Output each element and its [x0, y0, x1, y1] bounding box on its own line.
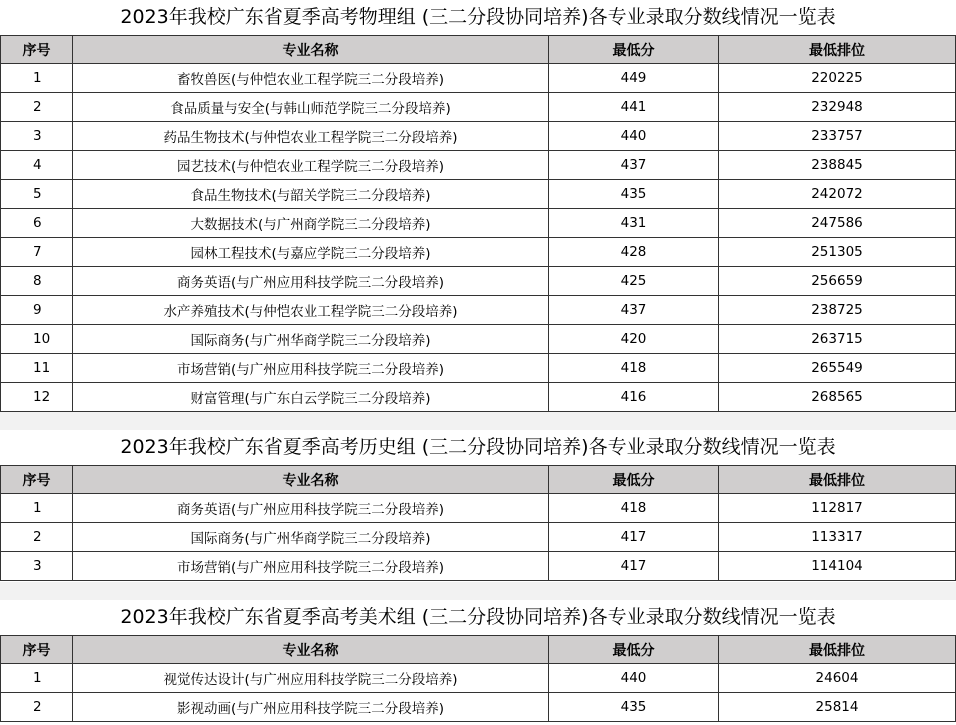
header-major: 专业名称 — [73, 636, 549, 664]
cell-min-score: 435 — [549, 693, 719, 722]
table-row — [1, 383, 956, 412]
section-title: 2023年我校广东省夏季高考美术组 (三二分段协同培养)各专业录取分数线情况一览表 — [0, 600, 956, 635]
cell-min-rank: 238845 — [719, 151, 956, 180]
cell-min-score: 417 — [549, 552, 719, 581]
table-row — [1, 552, 956, 581]
cell-min-rank: 114104 — [719, 552, 956, 581]
table-row — [1, 64, 956, 93]
table-row — [1, 296, 956, 325]
cell-min-score: 418 — [549, 494, 719, 523]
header-min-score: 最低分 — [549, 36, 719, 64]
cell-min-rank: 233757 — [719, 122, 956, 151]
cell-min-score: 417 — [549, 523, 719, 552]
section-title: 2023年我校广东省夏季高考物理组 (三二分段协同培养)各专业录取分数线情况一览表 — [0, 0, 956, 35]
cell-index: 11 — [1, 354, 73, 383]
art-section — [0, 600, 956, 722]
cell-index: 1 — [1, 64, 73, 93]
cell-index: 3 — [1, 122, 73, 151]
cell-min-score: 435 — [549, 180, 719, 209]
cell-major: 财富管理(与广东白云学院三二分段培养) — [73, 383, 549, 412]
cell-index: 1 — [1, 664, 73, 693]
header-min-rank: 最低排位 — [719, 636, 956, 664]
cell-major: 大数据技术(与广州商学院三二分段培养) — [73, 209, 549, 238]
cell-min-rank: 232948 — [719, 93, 956, 122]
header-min-score: 最低分 — [549, 636, 719, 664]
cell-major: 影视动画(与广州应用科技学院三二分段培养) — [73, 693, 549, 722]
table-row — [1, 693, 956, 722]
table-row — [1, 122, 956, 151]
table-row — [1, 93, 956, 122]
cell-major: 食品质量与安全(与韩山师范学院三二分段培养) — [73, 93, 549, 122]
cell-min-rank: 112817 — [719, 494, 956, 523]
cell-min-score: 437 — [549, 151, 719, 180]
cell-min-score: 431 — [549, 209, 719, 238]
table-row — [1, 325, 956, 354]
cell-min-rank: 113317 — [719, 523, 956, 552]
cell-min-score: 440 — [549, 664, 719, 693]
cell-min-rank: 238725 — [719, 296, 956, 325]
cell-major: 园林工程技术(与嘉应学院三二分段培养) — [73, 238, 549, 267]
table-row — [1, 238, 956, 267]
cell-index: 3 — [1, 552, 73, 581]
cell-min-rank: 268565 — [719, 383, 956, 412]
cell-min-score: 418 — [549, 354, 719, 383]
row-gap — [0, 412, 956, 430]
table-row — [1, 209, 956, 238]
cell-major: 畜牧兽医(与仲恺农业工程学院三二分段培养) — [73, 64, 549, 93]
cell-index: 9 — [1, 296, 73, 325]
cell-min-score: 416 — [549, 383, 719, 412]
cell-min-score: 425 — [549, 267, 719, 296]
table-row — [1, 354, 956, 383]
header-major: 专业名称 — [73, 36, 549, 64]
table-row — [1, 267, 956, 296]
cell-major: 市场营销(与广州应用科技学院三二分段培养) — [73, 552, 549, 581]
table-row — [1, 494, 956, 523]
cell-index: 6 — [1, 209, 73, 238]
cell-min-rank: 256659 — [719, 267, 956, 296]
cell-index: 5 — [1, 180, 73, 209]
header-index: 序号 — [1, 466, 73, 494]
cell-major: 国际商务(与广州华商学院三二分段培养) — [73, 325, 549, 354]
cell-min-score: 440 — [549, 122, 719, 151]
cell-min-rank: 265549 — [719, 354, 956, 383]
cell-major: 国际商务(与广州华商学院三二分段培养) — [73, 523, 549, 552]
header-index: 序号 — [1, 36, 73, 64]
cell-index: 4 — [1, 151, 73, 180]
cell-index: 2 — [1, 523, 73, 552]
cell-min-rank: 25814 — [719, 693, 956, 722]
cell-min-score: 441 — [549, 93, 719, 122]
header-min-rank: 最低排位 — [719, 36, 956, 64]
table-row — [1, 664, 956, 693]
cell-major: 商务英语(与广州应用科技学院三二分段培养) — [73, 494, 549, 523]
cell-major: 水产养殖技术(与仲恺农业工程学院三二分段培养) — [73, 296, 549, 325]
admission-table — [0, 635, 956, 722]
cell-major: 视觉传达设计(与广州应用科技学院三二分段培养) — [73, 664, 549, 693]
cell-major: 商务英语(与广州应用科技学院三二分段培养) — [73, 267, 549, 296]
cell-index: 8 — [1, 267, 73, 296]
cell-min-score: 449 — [549, 64, 719, 93]
cell-min-rank: 247586 — [719, 209, 956, 238]
cell-index: 2 — [1, 93, 73, 122]
table-header-row — [1, 636, 956, 664]
cell-major: 药品生物技术(与仲恺农业工程学院三二分段培养) — [73, 122, 549, 151]
cell-index: 1 — [1, 494, 73, 523]
table-header-row — [1, 36, 956, 64]
row-gap — [0, 582, 956, 600]
cell-min-rank: 242072 — [719, 180, 956, 209]
cell-major: 市场营销(与广州应用科技学院三二分段培养) — [73, 354, 549, 383]
header-index: 序号 — [1, 636, 73, 664]
cell-min-rank: 263715 — [719, 325, 956, 354]
cell-min-score: 428 — [549, 238, 719, 267]
header-min-rank: 最低排位 — [719, 466, 956, 494]
cell-min-rank: 24604 — [719, 664, 956, 693]
admission-table — [0, 35, 956, 412]
header-min-score: 最低分 — [549, 466, 719, 494]
table-header-row — [1, 466, 956, 494]
cell-index: 2 — [1, 693, 73, 722]
history-section — [0, 430, 956, 581]
section-title: 2023年我校广东省夏季高考历史组 (三二分段协同培养)各专业录取分数线情况一览表 — [0, 430, 956, 465]
header-major: 专业名称 — [73, 466, 549, 494]
admission-table — [0, 465, 956, 581]
cell-min-score: 437 — [549, 296, 719, 325]
cell-min-rank: 251305 — [719, 238, 956, 267]
table-row — [1, 151, 956, 180]
table-row — [1, 180, 956, 209]
cell-index: 7 — [1, 238, 73, 267]
cell-min-rank: 220225 — [719, 64, 956, 93]
cell-index: 10 — [1, 325, 73, 354]
table-row — [1, 523, 956, 552]
cell-min-score: 420 — [549, 325, 719, 354]
cell-major: 食品生物技术(与韶关学院三二分段培养) — [73, 180, 549, 209]
cell-major: 园艺技术(与仲恺农业工程学院三二分段培养) — [73, 151, 549, 180]
cell-index: 12 — [1, 383, 73, 412]
